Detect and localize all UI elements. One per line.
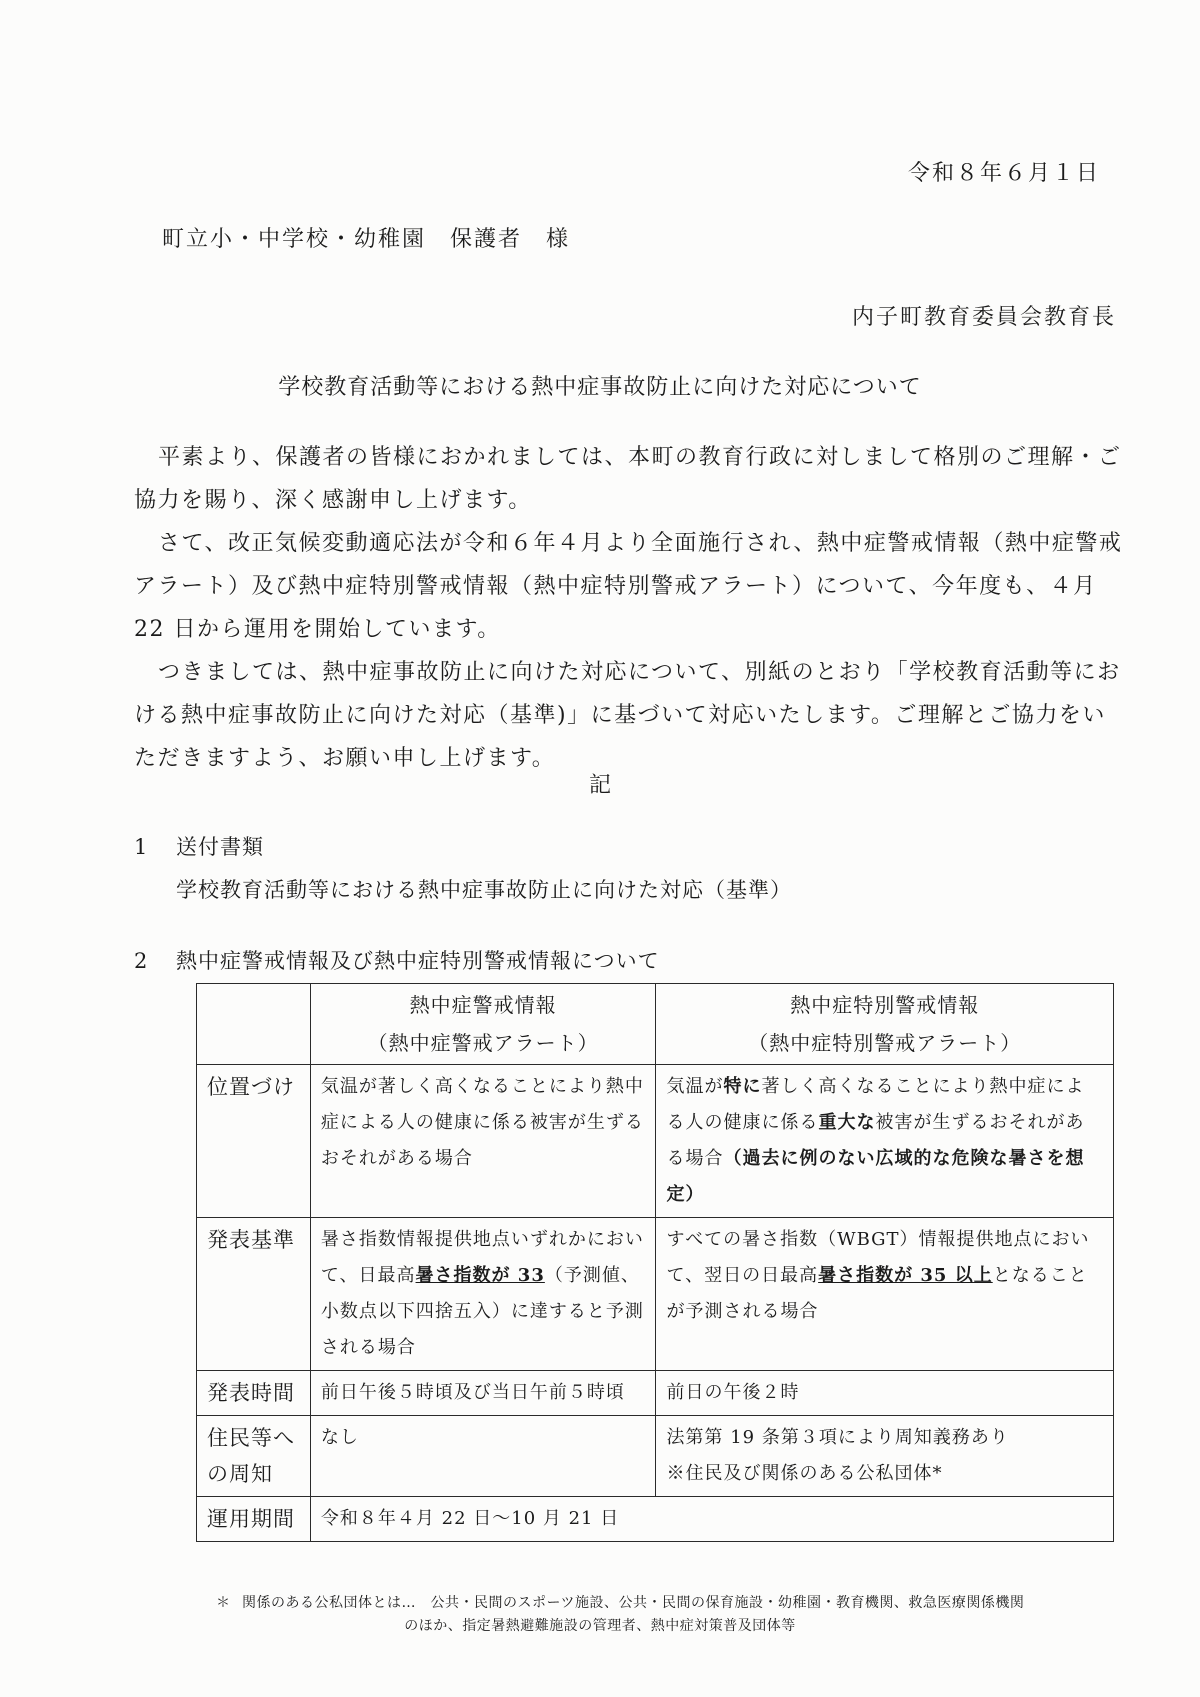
section-2-heading (134, 945, 660, 975)
row-label-period: 運用期間 (197, 1497, 311, 1542)
section-1-title: 送付書類 (176, 835, 264, 859)
header-special-line2: （熱中症特別警戒アラート） (748, 1031, 1022, 1055)
document-date: 令和８年６月１日 (907, 161, 1100, 186)
header-alert (310, 984, 656, 1065)
footnote-line-2: のほか、指定暑熱避難施設の管理者、熱中症対策普及団体等 (404, 1618, 796, 1634)
cell-criteria-special: すべての暑さ指数（WBGT）情報提供地点において、翌日の日最高暑さ指数が 35 以上となることが予測される場合 (656, 1218, 1114, 1371)
cell-period-value: 令和８年４月 22 日～10 月 21 日 (310, 1497, 1113, 1542)
paragraph-1: 平素より、保護者の皆様におかれましては、本町の教育行政に対しまして格別のご理解・ご協力を賜り、深く感謝申し上げます。 (134, 445, 1122, 513)
header-special-line1: 熱中症特別警戒情報 (790, 993, 980, 1017)
header-alert-line2: （熱中症警戒アラート） (367, 1031, 599, 1055)
cell-time-alert: 前日午後５時頃及び当日午前５時頃 (310, 1371, 656, 1416)
table-row (197, 1065, 1114, 1218)
cell-position-special: 気温が特に著しく高くなることにより熱中症による人の健康に係る重大な被害が生ずるおそれがある場合（過去に例のない広域的な危険な暑さを想定） (656, 1065, 1114, 1218)
paragraph-3: つきましては、熱中症事故防止に向けた対応について、別紙のとおり「学校教育活動等における熱中症事故防止に向けた対応（基準)」に基づいて対応いたします。ご理解とご協力をいただきますよう、お願い申し上げます。 (134, 660, 1121, 771)
header-empty-cell (197, 984, 311, 1065)
cell-notice-alert: なし (310, 1416, 656, 1497)
table-row (197, 1371, 1114, 1416)
section-2-number: 2 (134, 949, 149, 973)
row-label-time: 発表時間 (197, 1371, 311, 1416)
header-special-alert (656, 984, 1114, 1065)
notice-special-line2: ※住民及び関係のある公私団体* (666, 1463, 943, 1484)
sender: 内子町教育委員会教育長 (851, 305, 1116, 330)
addressee: 町立小・中学校・幼稚園 保護者 様 (162, 227, 571, 252)
cell-time-special: 前日の午後２時 (656, 1371, 1114, 1416)
cell-position-alert: 気温が著しく高くなることにより熱中症による人の健康に係る被害が生ずるおそれがある場合 (310, 1065, 656, 1218)
body-text (134, 436, 1124, 780)
alert-comparison-table (196, 983, 1114, 1542)
ki-marker: 記 (588, 773, 611, 798)
cell-notice-special (656, 1416, 1114, 1497)
paragraph-2: さて、改正気候変動適応法が令和６年４月より全面施行され、熱中症警戒情報（熱中症警戒アラート）及び熱中症特別警戒情報（熱中症特別警戒アラート）について、今年度も、４月 22 日から運用を開始しています。 (134, 531, 1123, 642)
section-2-title: 熱中症警戒情報及び熱中症特別警戒情報について (176, 949, 660, 973)
footnote-star: ＊ (216, 1595, 231, 1611)
table-row (197, 1416, 1114, 1497)
notice-special-line1: 法第第 19 条第３項により周知義務あり (666, 1427, 1009, 1448)
table-row (197, 1218, 1114, 1371)
table-row (197, 1497, 1114, 1542)
section-1-number: 1 (134, 835, 149, 859)
footnote-text-1: 関係のある公私団体とは… 公共・民間のスポーツ施設、公共・民間の保育施設・幼稚園・教育機関、救急医療関係機関 (242, 1595, 1025, 1611)
section-1-heading (134, 831, 264, 861)
document-title: 学校教育活動等における熱中症事故防止に向けた対応について (278, 375, 922, 400)
row-label-criteria: 発表基準 (197, 1218, 311, 1371)
cell-criteria-alert: 暑さ指数情報提供地点いずれかにおいて、日最高暑さ指数が 33（予測値、小数点以下四捨五入）に達すると予測される場合 (310, 1218, 656, 1371)
row-label-notice: 住民等への周知 (197, 1416, 311, 1497)
table-header-row (197, 984, 1114, 1065)
footnote-line-1 (216, 1592, 1024, 1612)
section-1-item: 学校教育活動等における熱中症事故防止に向けた対応（基準） (176, 878, 792, 902)
row-label-position: 位置づけ (197, 1065, 311, 1218)
header-alert-line1: 熱中症警戒情報 (409, 993, 557, 1017)
